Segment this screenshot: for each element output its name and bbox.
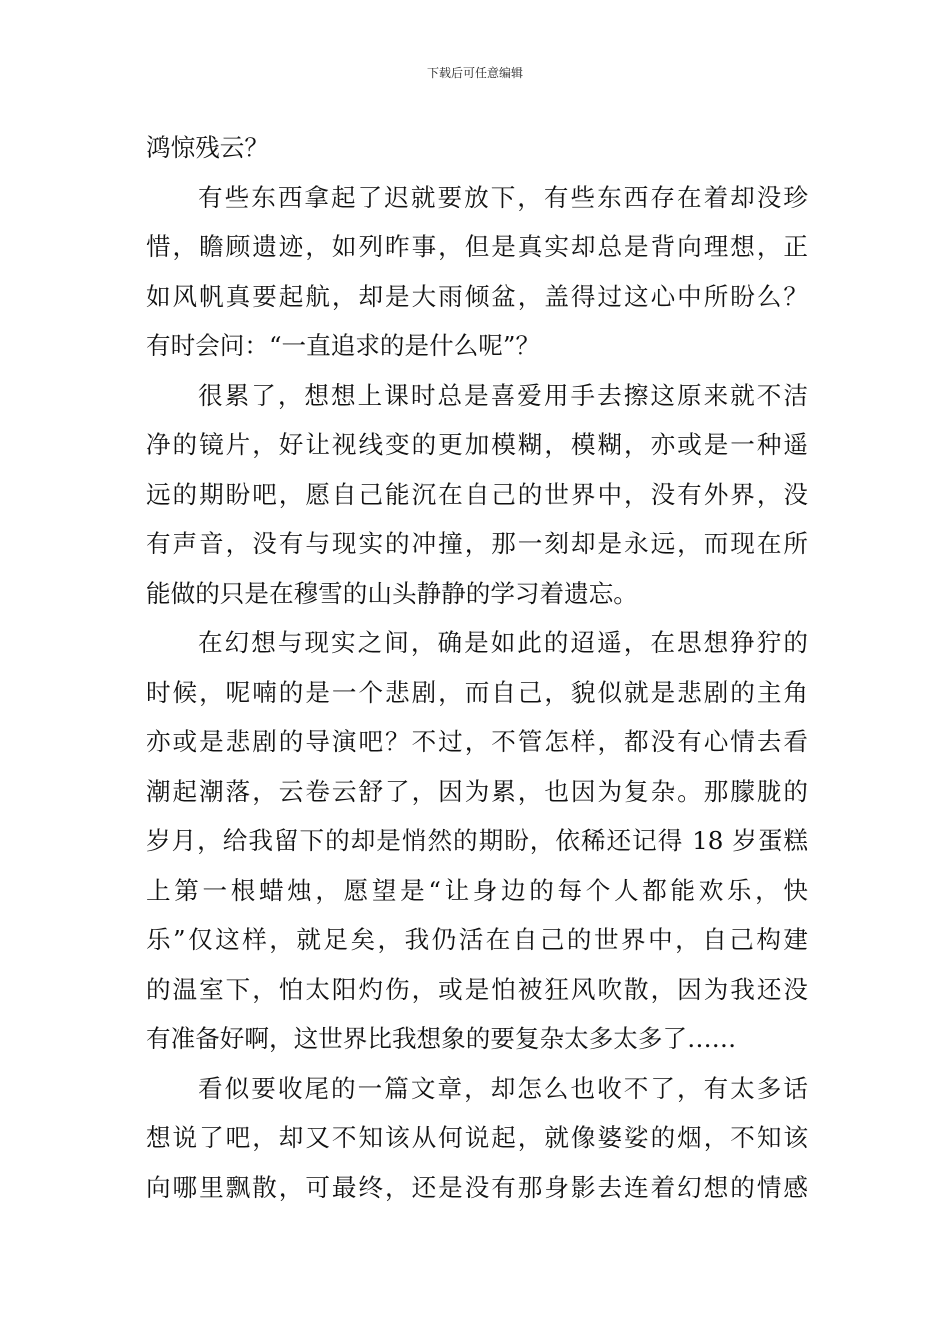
text-line: 净的镜片，好让视线变的更加模糊，模糊，亦或是一种遥 xyxy=(146,430,808,459)
text-line: 亦或是悲剧的导演吧？不过，不管怎样，都没有心情去看 xyxy=(146,727,808,756)
document-body xyxy=(146,128,808,1217)
text-line: 在幻想与现实之间，确是如此的迢遥，在思想狰狞的 xyxy=(198,628,808,657)
page-header: 下载后可任意编辑 xyxy=(426,66,523,80)
text-line: 惜，瞻顾遗迹，如列昨事，但是真实却总是背向理想，正 xyxy=(146,232,808,261)
text-line: 如风帆真要起航，却是大雨倾盆，盖得过这心中所盼么？ xyxy=(146,281,808,311)
text-line: 有准备好啊，这世界比我想象的要复杂太多太多了…… xyxy=(146,1024,737,1053)
text-line: 有些东西拿起了迟就要放下，有些东西存在着却没珍 xyxy=(198,182,808,212)
text-line: 乐”仅这样，就足矣，我仍活在自己的世界中，自己构建 xyxy=(146,925,808,954)
text-line: 上第一根蜡烛，愿望是“让身边的每个人都能欢乐，快 xyxy=(146,875,808,905)
text-line: 时候，呢喃的是一个悲剧，而自己，貌似就是悲剧的主角 xyxy=(146,677,808,707)
text-line: 的温室下，怕太阳灼伤，或是怕被狂风吹散，因为我还没 xyxy=(146,974,808,1004)
text-line: 想说了吧，却又不知该从何说起，就像婆娑的烟，不知该 xyxy=(146,1123,808,1152)
text-line: 潮起潮落，云卷云舒了，因为累，也因为复杂。那朦胧的 xyxy=(146,776,808,806)
text-line: 有时会问：“一直追求的是什么呢”？ xyxy=(146,331,541,360)
text-line: 远的期盼吧，愿自己能沉在自己的世界中，没有外界，没 xyxy=(146,479,808,509)
text-line: 有声音，没有与现实的冲撞，那一刻却是永远，而现在所 xyxy=(146,529,808,558)
text-line: 岁月，给我留下的却是悄然的期盼，依稀还记得 18 岁蛋糕 xyxy=(146,826,808,855)
text-line: 看似要收尾的一篇文章，却怎么也收不了，有太多话 xyxy=(198,1073,808,1103)
text-line: 很累了，想想上课时总是喜爱用手去擦这原来就不洁 xyxy=(198,380,808,410)
text-line: 能做的只是在穆雪的山头静静的学习着遗忘。 xyxy=(146,578,638,608)
text-line: 鸿惊残云？ xyxy=(146,133,269,162)
text-line: 向哪里飘散，可最终，还是没有那身影去连着幻想的情感 xyxy=(146,1172,808,1202)
